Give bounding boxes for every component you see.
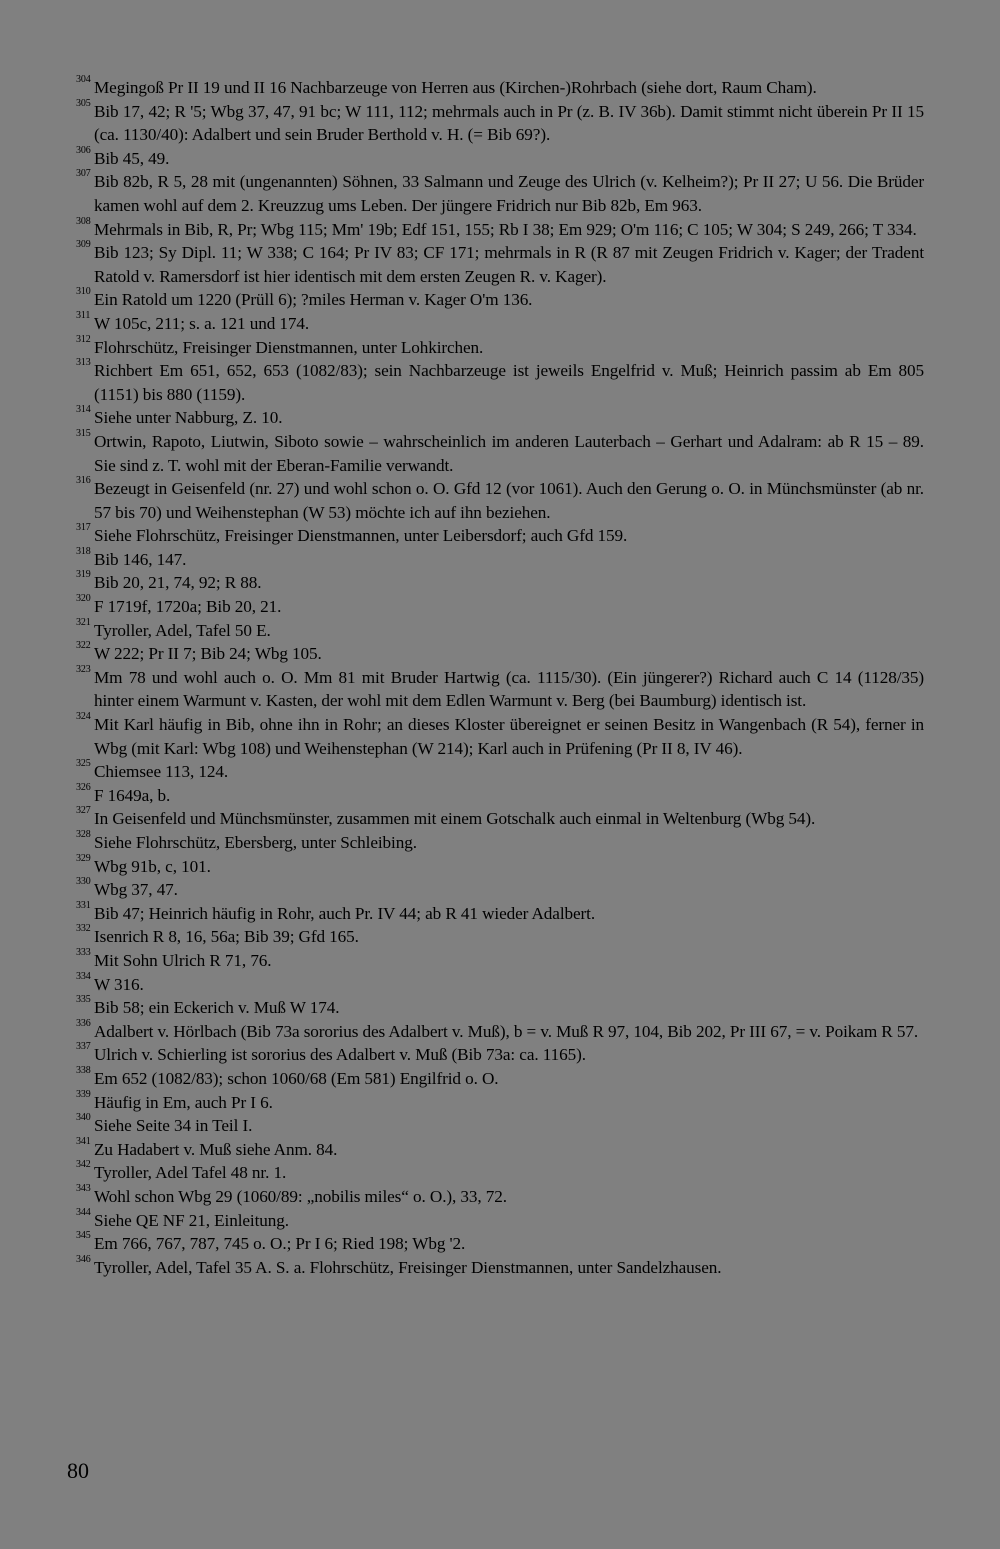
footnote-text: Isenrich R 8, 16, 56a; Bib 39; Gfd 165. bbox=[94, 927, 359, 947]
footnote-number: 341 bbox=[76, 1135, 91, 1147]
footnote-text: Bib 17, 42; R '5; Wbg 37, 47, 91 bc; W 111, 112; mehrmals auch in Pr (z. B. IV 36b). Damit stimmt nicht überein Pr II 15 (ca. 1130/40): Adalbert und sein Bruder Berthold v. H. (= Bib 69?). bbox=[94, 101, 924, 145]
footnote bbox=[76, 781, 924, 808]
footnote bbox=[76, 831, 924, 855]
footnote-text: Mit Sohn Ulrich R 71, 76. bbox=[94, 950, 272, 970]
footnote-text: Siehe unter Nabburg, Z. 10. bbox=[94, 408, 283, 428]
footnote bbox=[76, 925, 924, 949]
footnote-number: 344 bbox=[76, 1206, 91, 1218]
footnote-number: 337 bbox=[76, 1041, 91, 1053]
footnote-number: 321 bbox=[76, 616, 91, 628]
footnote bbox=[76, 852, 924, 879]
footnote-text: Siehe Seite 34 in Teil I. bbox=[94, 1116, 253, 1136]
footnote bbox=[76, 215, 924, 242]
footnote bbox=[76, 571, 924, 595]
footnote-number: 330 bbox=[76, 876, 91, 888]
footnote-text: Wbg 37, 47. bbox=[94, 880, 178, 900]
footnote-text: F 1649a, b. bbox=[94, 785, 171, 805]
footnote bbox=[76, 642, 924, 666]
footnote bbox=[76, 1135, 924, 1162]
footnote-text: Bib 20, 21, 74, 92; R 88. bbox=[94, 573, 262, 593]
footnote-number: 322 bbox=[76, 640, 91, 652]
footnote bbox=[76, 427, 924, 477]
footnote bbox=[76, 996, 924, 1020]
footnote-number: 313 bbox=[76, 357, 91, 369]
footnote-text: Wbg 91b, c, 101. bbox=[94, 856, 211, 876]
footnote-text: Richbert Em 651, 652, 653 (1082/83); sein Nachbarzeuge ist jeweils Engelfrid v. Muß; Heinrich passim ab Em 805 (1151) bis 880 (1159). bbox=[94, 361, 924, 404]
footnote-number: 339 bbox=[76, 1088, 91, 1100]
footnote-number: 319 bbox=[76, 569, 91, 581]
footnote-text: Megingoß Pr II 19 und II 16 Nachbarzeuge von Herren aus (Kirchen-)Rohrbach (siehe dort, Raum Cham). bbox=[94, 78, 817, 97]
footnote-text: Siehe Flohrschütz, Freisinger Dienstmannen, unter Leibersdorf; auch Gfd 159. bbox=[94, 526, 628, 546]
footnote-text: Em 766, 767, 787, 745 o. O.; Pr I 6; Ried 198; Wbg '2. bbox=[94, 1234, 466, 1254]
footnote bbox=[76, 713, 924, 760]
footnote-number: 326 bbox=[76, 781, 91, 793]
footnote-text: Mit Karl häufig in Bib, ohne ihn in Rohr; an dieses Kloster übereignet er seinen Besitz in Wangenbach (R 54), ferner in Wbg (mit Karl: Wbg 108) und Weihenstephan (W 214); Karl auch in Prüfening (Pr II 8, IV 46). bbox=[94, 715, 924, 758]
footnote-text: Bezeugt in Geisenfeld (nr. 27) und wohl schon o. O. Gfd 12 (vor 1061). Auch den Gerung o. O. in Münchsmünster (ab nr. 57 bis 70) und Weihenstephan (W 53) möchte ich auf ihn beziehen. bbox=[94, 479, 924, 522]
footnote bbox=[76, 309, 924, 336]
footnote bbox=[76, 524, 924, 548]
footnote-number: 305 bbox=[76, 97, 91, 109]
footnote-text: W 105c, 211; s. a. 121 und 174. bbox=[94, 313, 310, 333]
footnote-text: Bib 45, 49. bbox=[94, 148, 170, 168]
footnote-number: 314 bbox=[76, 404, 91, 416]
footnote-text: Tyroller, Adel Tafel 48 nr. 1. bbox=[94, 1163, 287, 1183]
footnote-number: 304 bbox=[76, 74, 91, 85]
footnote-text: Em 652 (1082/83); schon 1060/68 (Em 581) Engilfrid o. O. bbox=[94, 1068, 499, 1088]
footnote-number: 345 bbox=[76, 1230, 91, 1242]
footnote bbox=[76, 288, 924, 312]
footnote-text: Mehrmals in Bib, R, Pr; Wbg 115; Mm' 19b; Edf 151, 155; Rb I 38; Em 929; O'm 116; C 105; W 304; S 249, 266; T 334. bbox=[94, 219, 917, 239]
footnote bbox=[76, 1253, 924, 1280]
footnote-number: 311 bbox=[76, 309, 91, 321]
footnote-number: 309 bbox=[76, 239, 91, 251]
footnote-number: 312 bbox=[76, 333, 91, 345]
footnote bbox=[76, 595, 924, 619]
footnote-number: 320 bbox=[76, 593, 91, 605]
footnote bbox=[76, 1064, 924, 1091]
footnote-number: 307 bbox=[76, 168, 91, 180]
footnote-text: Bib 146, 147. bbox=[94, 549, 187, 569]
footnote-number: 310 bbox=[76, 286, 91, 298]
footnote bbox=[76, 878, 924, 902]
footnote bbox=[76, 970, 924, 997]
footnote bbox=[76, 1088, 924, 1115]
footnote-text: Zu Hadabert v. Muß siehe Anm. 84. bbox=[94, 1139, 338, 1159]
footnote bbox=[76, 946, 924, 973]
footnote bbox=[76, 1114, 924, 1138]
footnote bbox=[76, 144, 924, 171]
footnote-number: 331 bbox=[76, 899, 91, 911]
footnote-number: 340 bbox=[76, 1112, 91, 1124]
footnote bbox=[76, 616, 924, 643]
footnote-text: Adalbert v. Hörlbach (Bib 73a sororius des Adalbert v. Muß), b = v. Muß R 97, 104, Bib 202, Pr III 67, = v. Poikam R 57. bbox=[94, 1021, 919, 1041]
footnote bbox=[76, 170, 924, 217]
footnote-text: Bib 47; Heinrich häufig in Rohr, auch Pr. IV 44; ab R 41 wieder Adalbert. bbox=[94, 903, 596, 923]
footnote-text: Bib 58; ein Eckerich v. Muß W 174. bbox=[94, 998, 340, 1018]
footnote-number: 316 bbox=[76, 475, 91, 487]
footnote bbox=[76, 1182, 924, 1209]
footnote-number: 325 bbox=[76, 758, 91, 770]
footnote bbox=[76, 899, 924, 926]
footnote-text: Siehe Flohrschütz, Ebersberg, unter Schleibing. bbox=[94, 833, 417, 852]
footnote-number: 346 bbox=[76, 1253, 91, 1265]
footnote bbox=[76, 76, 924, 100]
footnote-text: Wohl schon Wbg 29 (1060/89: „nobilis miles“ o. O.), 33, 72. bbox=[94, 1186, 507, 1206]
footnote-number: 334 bbox=[76, 970, 91, 982]
footnote-number: 318 bbox=[76, 545, 91, 557]
footnote bbox=[76, 1206, 924, 1233]
footnote-text: Ortwin, Rapoto, Liutwin, Siboto sowie – wahrscheinlich im anderen Lauterbach – Gerhart und Adalram: ab R 15 – 89. Sie sind z. T. wohl mit der Eberan-Familie verwandt. bbox=[94, 431, 924, 475]
footnote-number: 343 bbox=[76, 1182, 91, 1194]
footnote-text: F 1719f, 1720a; Bib 20, 21. bbox=[94, 597, 282, 617]
footnote bbox=[76, 406, 924, 430]
footnote bbox=[76, 807, 924, 831]
footnote-text: W 316. bbox=[94, 974, 144, 994]
footnote-text: Siehe QE NF 21, Einleitung. bbox=[94, 1210, 289, 1230]
footnote-text: Mm 78 und wohl auch o. O. Mm 81 mit Bruder Hartwig (ca. 1115/30). (Ein jüngerer?) Richard auch C 14 (1128/35) hinter einem Warmunt v. Kasten, der wohl mit dem Edlen Warmunt v. Berg (bei Baumburg) identisch ist. bbox=[94, 667, 924, 711]
footnote-text: Flohrschütz, Freisinger Dienstmannen, unter Lohkirchen. bbox=[94, 337, 484, 357]
footnote-number: 327 bbox=[76, 805, 91, 817]
footnote-number: 336 bbox=[76, 1017, 91, 1029]
footnote bbox=[76, 97, 924, 147]
footnote-text: Tyroller, Adel, Tafel 35 A. S. a. Flohrschütz, Freisinger Dienstmannen, unter Sandelzhausen. bbox=[94, 1257, 722, 1277]
footnote-number: 335 bbox=[76, 994, 91, 1006]
footnote-number: 328 bbox=[76, 829, 91, 840]
footnote bbox=[76, 241, 924, 288]
footnotes-list bbox=[76, 76, 924, 1279]
footnote-text: W 222; Pr II 7; Bib 24; Wbg 105. bbox=[94, 644, 322, 664]
footnote-text: Häufig in Em, auch Pr I 6. bbox=[94, 1092, 273, 1112]
footnote-text: Bib 123; Sy Dipl. 11; W 338; C 164; Pr IV 83; CF 171; mehrmals in R (R 87 mit Zeugen Fridrich v. Kager; der Tradent Ratold v. Ramersdorf ist hier identisch mit dem ersten Zeugen R. v. Kager). bbox=[94, 243, 924, 286]
footnote-text: Ein Ratold um 1220 (Prüll 6); ?miles Herman v. Kager O'm 136. bbox=[94, 290, 533, 310]
footnote bbox=[76, 359, 924, 406]
footnote bbox=[76, 333, 924, 360]
footnote-number: 323 bbox=[76, 663, 91, 675]
footnote bbox=[76, 760, 924, 784]
footnote bbox=[76, 1161, 924, 1185]
footnote-number: 333 bbox=[76, 946, 91, 958]
footnote-number: 332 bbox=[76, 923, 91, 935]
footnote-text: Chiemsee 113, 124. bbox=[94, 762, 229, 782]
footnote bbox=[76, 1017, 924, 1044]
footnote-text: In Geisenfeld und Münchsmünster, zusammen mit einem Gotschalk auch einmal in Weltenburg (Wbg 54). bbox=[94, 809, 816, 829]
footnote-number: 329 bbox=[76, 852, 91, 864]
page-number: 80 bbox=[67, 1458, 89, 1483]
footnote bbox=[76, 1043, 924, 1067]
footnote-text: Bib 82b, R 5, 28 mit (ungenannten) Söhnen, 33 Salmann und Zeuge des Ulrich (v. Kelheim?); Pr II 27; U 56. Die Brüder kamen wohl auf dem 2. Kreuzzug ums Leben. Der jüngere Fridrich nur Bib 82b, Em 963. bbox=[94, 172, 924, 215]
footnote-number: 308 bbox=[76, 215, 91, 227]
footnote-number: 317 bbox=[76, 522, 91, 534]
footnote bbox=[76, 663, 924, 713]
footnote bbox=[76, 1232, 924, 1256]
footnote-text: Ulrich v. Schierling ist sororius des Adalbert v. Muß (Bib 73a: ca. 1165). bbox=[94, 1045, 586, 1065]
footnote-number: 338 bbox=[76, 1064, 91, 1076]
footnote-number: 315 bbox=[76, 427, 91, 439]
footnote-number: 342 bbox=[76, 1159, 91, 1171]
footnote bbox=[76, 477, 924, 524]
footnote-number: 306 bbox=[76, 144, 91, 156]
footnote bbox=[76, 545, 924, 572]
footnote-text: Tyroller, Adel, Tafel 50 E. bbox=[94, 620, 271, 640]
footnote-number: 324 bbox=[76, 711, 91, 723]
